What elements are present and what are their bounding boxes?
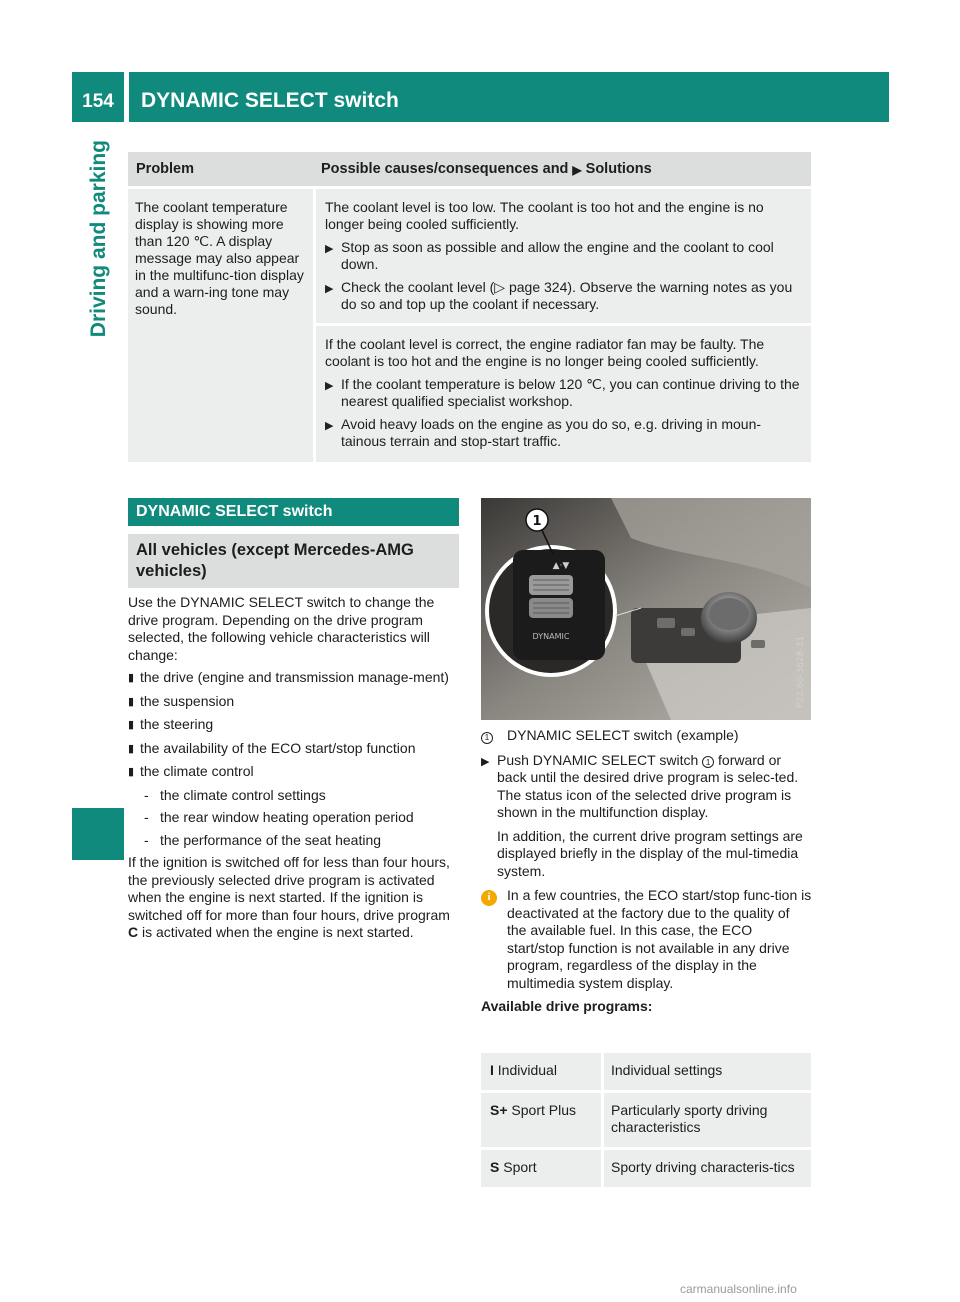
solution-cell: The coolant level is too low. The coolant is too hot and the engine is no longer being cooled sufficiently. ▶ Stop as soon as possible and allow the engine and the coolant to cool down. ▶ Check the coolant level (▷ page 324). Observe the warning notes as you do so and top up the coolant if necessary. (316, 189, 811, 323)
action-step: ▶ Avoid heavy loads on the engine as you do so, e.g. driving in moun-tainous terrain and stop-start traffic. (325, 416, 762, 449)
bullet-icon: ▮ (128, 742, 135, 755)
dash-icon: - (144, 809, 149, 825)
info-note: i In a few countries, the ECO start/stop func-tion is deactivated at the factory due to the quality of the available fuel. In this case, the ECO start/stop function is not available in any drive program, regardless of the display in the multimedia system display. (481, 887, 812, 992)
closing-paragraph: If the ignition is switched off for less than four hours, the previously selected drive program is activated when the engine is next started. If the ignition is switched off for more than four hours, drive program C is activated when the engine is next started. (128, 854, 450, 940)
watermark: carmanualsonline.info (680, 1282, 797, 1296)
sub-list-item: - the climate control settings (144, 786, 326, 803)
list-item: ▮ the availability of the ECO start/stop function (128, 740, 459, 759)
bullet-icon: ▮ (128, 719, 135, 731)
callout-icon: 1 (481, 732, 493, 744)
side-section-label: Driving and parking (87, 140, 110, 338)
arrow-icon: ▶ (481, 755, 490, 768)
section-title: DYNAMIC SELECT switch (128, 498, 459, 526)
list-item: ▮ the climate control (128, 763, 459, 782)
callout-icon: 1 (702, 756, 714, 768)
list-item: ▮ the steering (128, 716, 459, 735)
page-title: DYNAMIC SELECT switch (129, 72, 889, 122)
image-caption: 1 DYNAMIC SELECT switch (example) (481, 727, 812, 745)
intro-paragraph: Use the DYNAMIC SELECT switch to change the drive program. Depending on the drive program selected, the following vehicle characteristics will change: (128, 594, 435, 663)
instruction-step: ▶ Push DYNAMIC SELECT switch 1 forward or back until the desired drive program is selec-ted. The status icon of the selected drive program is shown in the multifunction display. In addition, the current drive program settings are displayed briefly in the display of the mul-timedia system. (481, 751, 803, 879)
info-icon: i (481, 890, 497, 906)
table-row: I Individual Individual settings (481, 1053, 811, 1090)
page-number: 154 (72, 72, 124, 122)
action-step: ▶ Stop as soon as possible and allow the engine and the coolant to cool down. (325, 239, 774, 272)
problem-text: The coolant temperature display is showing more than 120 ℃. A display message may also appear in the multifunc-tion display and a warn-ing tone may sound. (128, 189, 313, 462)
arrow-icon: ▶ (325, 283, 334, 295)
header-problem: Problem (136, 161, 195, 177)
drive-programs-table (481, 1053, 811, 1187)
arrow-icon: ▶ (325, 420, 334, 432)
dynamic-select-photo (481, 498, 811, 720)
bullet-icon: ▮ (128, 766, 135, 778)
solution-cell: If the coolant level is correct, the engine radiator fan may be faulty. The coolant is too hot and the engine is no longer being cooled sufficiently. ▶ If the coolant temperature is below 120 ℃, you can continue driving to the nearest qualified specialist workshop. ▶ Avoid heavy loads on the engine as you do so, e.g. driving in moun-tainous terrain and stop-start traffic. (316, 326, 811, 462)
dash-icon: - (144, 786, 149, 803)
dash-icon: - (144, 831, 149, 848)
table-row: S Sport Sporty driving characteris-tics (481, 1150, 811, 1187)
arrow-icon: ▶ (572, 163, 582, 177)
callout-number: 1 (532, 514, 542, 529)
arrow-icon: ▶ (325, 243, 334, 255)
list-item: ▮ the drive (engine and transmission manage-ment) (128, 669, 459, 688)
image-ref-code: P22.60-3828-31 (796, 635, 806, 708)
side-marker (72, 808, 124, 860)
header-solutions: Possible causes/consequences and ▶ Solutions (321, 161, 652, 177)
problem-table (128, 152, 811, 462)
action-step: ▶ Check the coolant level (▷ page 324). Observe the warning notes as you do so and top up the coolant if necessary. (325, 279, 793, 312)
bullet-icon: ▮ (128, 695, 135, 708)
svg-text:▲·▼: ▲·▼ (552, 561, 570, 571)
right-column (481, 727, 812, 1016)
sub-list-item: - the performance of the seat heating (144, 831, 382, 848)
table-row: S+ Sport Plus Particularly sporty driving characteristics (481, 1093, 811, 1147)
left-column (128, 498, 459, 942)
sub-list-item: - the rear window heating operation period (144, 809, 414, 825)
arrow-icon: ▶ (325, 380, 334, 392)
table-header (128, 152, 811, 186)
list-item: ▮ the suspension (128, 693, 459, 712)
bullet-icon: ▮ (128, 672, 135, 684)
switch-label: DYNAMIC (532, 632, 570, 641)
subsection-title: All vehicles (except Mercedes-AMG vehicles) (128, 534, 459, 588)
action-step: ▶ If the coolant temperature is below 120 ℃, you can continue driving to the nearest qualified specialist workshop. (325, 376, 800, 409)
console-illustration (481, 498, 811, 720)
available-programs-title: Available drive programs: (481, 998, 653, 1014)
